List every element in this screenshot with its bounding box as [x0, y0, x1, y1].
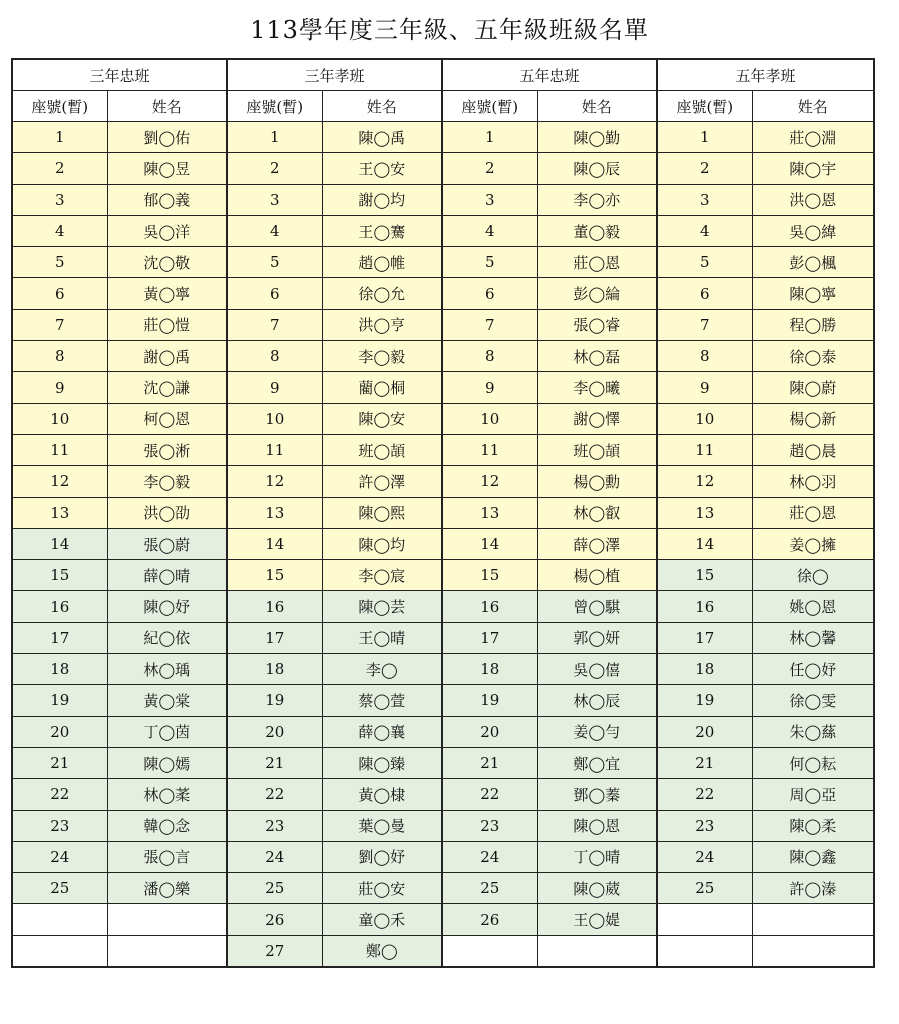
- seat-number-cell: 23: [442, 810, 537, 841]
- seat-number-cell: 1: [442, 122, 537, 153]
- seat-number-cell: 6: [657, 278, 752, 309]
- seat-number-cell: [12, 904, 107, 935]
- seat-number-cell: 26: [442, 904, 537, 935]
- student-name-cell: 林◯瑀: [107, 654, 227, 685]
- table-row: [12, 215, 874, 246]
- seat-number-cell: 4: [657, 215, 752, 246]
- student-name-cell: 張◯睿: [537, 309, 657, 340]
- student-name-cell: 韓◯念: [107, 810, 227, 841]
- seat-number-cell: 22: [227, 779, 322, 810]
- table-row: [12, 247, 874, 278]
- seat-number-cell: 9: [442, 372, 537, 403]
- class-header-3-loyal: 三年忠班: [12, 59, 227, 91]
- student-name-cell: 陳◯蔚: [752, 372, 874, 403]
- student-name-cell: 丁◯茵: [107, 716, 227, 747]
- seat-number-cell: 16: [657, 591, 752, 622]
- seat-number-cell: 7: [12, 309, 107, 340]
- seat-number-cell: 10: [657, 403, 752, 434]
- student-name-cell: 朱◯蕬: [752, 716, 874, 747]
- seat-number-cell: 18: [227, 654, 322, 685]
- student-name-cell: 紀◯依: [107, 622, 227, 653]
- table-row: [12, 654, 874, 685]
- seat-number-cell: 15: [12, 560, 107, 591]
- seat-number-cell: 7: [227, 309, 322, 340]
- student-name-cell: 陳◯勤: [537, 122, 657, 153]
- student-name-cell: 周◯亞: [752, 779, 874, 810]
- student-name-cell: 吳◯僖: [537, 654, 657, 685]
- table-row: [12, 779, 874, 810]
- student-name-cell: 柯◯恩: [107, 403, 227, 434]
- student-name-cell: 藺◯桐: [322, 372, 442, 403]
- student-name-cell: 程◯勝: [752, 309, 874, 340]
- student-name-cell: 班◯頡: [537, 434, 657, 465]
- table-row: [12, 810, 874, 841]
- student-name-cell: 趙◯晨: [752, 434, 874, 465]
- class-name-row: [12, 59, 874, 91]
- seat-number-cell: 10: [12, 403, 107, 434]
- seat-number-cell: 12: [657, 466, 752, 497]
- table-row: [12, 841, 874, 872]
- class-header-3-filial: 三年孝班: [227, 59, 442, 91]
- seat-number-cell: 7: [442, 309, 537, 340]
- seat-number-cell: 12: [12, 466, 107, 497]
- seat-number-cell: 19: [12, 685, 107, 716]
- seat-number-cell: 2: [657, 153, 752, 184]
- seat-column-header: 座號(暫): [657, 91, 752, 122]
- class-header-5-filial: 五年孝班: [657, 59, 874, 91]
- student-name-cell: 陳◯芸: [322, 591, 442, 622]
- name-column-header: 姓名: [537, 91, 657, 122]
- seat-number-cell: 19: [227, 685, 322, 716]
- seat-number-cell: 10: [227, 403, 322, 434]
- seat-number-cell: 1: [657, 122, 752, 153]
- table-row: [12, 716, 874, 747]
- student-name-cell: 李◯宸: [322, 560, 442, 591]
- student-name-cell: 李◯: [322, 654, 442, 685]
- student-name-cell: 陳◯昱: [107, 153, 227, 184]
- seat-number-cell: 24: [12, 841, 107, 872]
- student-name-cell: 陳◯寧: [752, 278, 874, 309]
- seat-number-cell: 21: [442, 747, 537, 778]
- student-name-cell: 郁◯義: [107, 184, 227, 215]
- seat-number-cell: 14: [442, 528, 537, 559]
- seat-number-cell: 13: [657, 497, 752, 528]
- seat-number-cell: 4: [442, 215, 537, 246]
- table-row: [12, 497, 874, 528]
- seat-number-cell: [657, 904, 752, 935]
- seat-number-cell: 9: [12, 372, 107, 403]
- seat-number-cell: 25: [657, 873, 752, 904]
- seat-number-cell: 5: [657, 247, 752, 278]
- student-name-cell: 楊◯勳: [537, 466, 657, 497]
- seat-number-cell: 15: [657, 560, 752, 591]
- student-name-cell: 莊◯愷: [107, 309, 227, 340]
- student-name-cell: 莊◯恩: [537, 247, 657, 278]
- table-row: [12, 685, 874, 716]
- seat-column-header: 座號(暫): [227, 91, 322, 122]
- seat-number-cell: 19: [442, 685, 537, 716]
- student-name-cell: 莊◯安: [322, 873, 442, 904]
- student-name-cell: 謝◯禹: [107, 341, 227, 372]
- student-name-cell: 姚◯恩: [752, 591, 874, 622]
- page-title: 113學年度三年級、五年級班級名單: [250, 16, 649, 44]
- seat-number-cell: 15: [227, 560, 322, 591]
- student-name-cell: 鄭◯: [322, 935, 442, 967]
- student-name-cell: 林◯馨: [752, 622, 874, 653]
- seat-number-cell: 23: [12, 810, 107, 841]
- seat-number-cell: 17: [12, 622, 107, 653]
- student-name-cell: 徐◯: [752, 560, 874, 591]
- student-name-cell: 薛◯晴: [107, 560, 227, 591]
- student-name-cell: 許◯澤: [322, 466, 442, 497]
- seat-number-cell: 24: [657, 841, 752, 872]
- student-name-cell: 陳◯妤: [107, 591, 227, 622]
- seat-number-cell: 17: [442, 622, 537, 653]
- table-row: [12, 309, 874, 340]
- seat-number-cell: 1: [12, 122, 107, 153]
- seat-number-cell: 7: [657, 309, 752, 340]
- name-column-header: 姓名: [752, 91, 874, 122]
- student-name-cell: 鄭◯宜: [537, 747, 657, 778]
- student-name-cell: 張◯淅: [107, 434, 227, 465]
- seat-number-cell: 25: [12, 873, 107, 904]
- student-name-cell: 吳◯洋: [107, 215, 227, 246]
- table-row: [12, 403, 874, 434]
- student-name-cell: 姜◯擁: [752, 528, 874, 559]
- seat-number-cell: 3: [227, 184, 322, 215]
- seat-number-cell: 2: [227, 153, 322, 184]
- seat-number-cell: 14: [657, 528, 752, 559]
- student-name-cell: 鄧◯蓁: [537, 779, 657, 810]
- student-name-cell: 吳◯緯: [752, 215, 874, 246]
- seat-number-cell: [442, 935, 537, 967]
- seat-number-cell: 20: [12, 716, 107, 747]
- seat-number-cell: 8: [442, 341, 537, 372]
- student-name-cell: 陳◯安: [322, 403, 442, 434]
- table-row: [12, 341, 874, 372]
- seat-number-cell: 5: [227, 247, 322, 278]
- student-name-cell: 李◯亦: [537, 184, 657, 215]
- student-name-cell: 何◯耘: [752, 747, 874, 778]
- student-name-cell: 洪◯劭: [107, 497, 227, 528]
- student-name-cell: 洪◯恩: [752, 184, 874, 215]
- seat-number-cell: 16: [12, 591, 107, 622]
- seat-number-cell: 8: [12, 341, 107, 372]
- seat-number-cell: 2: [442, 153, 537, 184]
- student-name-cell: 許◯溱: [752, 873, 874, 904]
- name-column-header: 姓名: [107, 91, 227, 122]
- student-name-cell: [537, 935, 657, 967]
- seat-number-cell: 16: [227, 591, 322, 622]
- student-name-cell: 林◯叡: [537, 497, 657, 528]
- table-row: [12, 622, 874, 653]
- seat-number-cell: 3: [442, 184, 537, 215]
- seat-number-cell: 22: [442, 779, 537, 810]
- student-name-cell: 陳◯禹: [322, 122, 442, 153]
- student-name-cell: 徐◯泰: [752, 341, 874, 372]
- student-name-cell: 謝◯懌: [537, 403, 657, 434]
- table-row: [12, 873, 874, 904]
- table-row: [12, 466, 874, 497]
- seat-number-cell: 18: [442, 654, 537, 685]
- seat-number-cell: 10: [442, 403, 537, 434]
- table-row: [12, 560, 874, 591]
- table-row: [12, 153, 874, 184]
- class-roster-table: [11, 58, 875, 968]
- seat-number-cell: 18: [12, 654, 107, 685]
- student-name-cell: 張◯言: [107, 841, 227, 872]
- seat-number-cell: 12: [227, 466, 322, 497]
- student-name-cell: 陳◯柔: [752, 810, 874, 841]
- seat-number-cell: 20: [227, 716, 322, 747]
- student-name-cell: 丁◯晴: [537, 841, 657, 872]
- seat-number-cell: 21: [227, 747, 322, 778]
- student-name-cell: 李◯毅: [107, 466, 227, 497]
- seat-number-cell: 6: [227, 278, 322, 309]
- student-name-cell: 潘◯樂: [107, 873, 227, 904]
- name-column-header: 姓名: [322, 91, 442, 122]
- seat-number-cell: 25: [442, 873, 537, 904]
- seat-number-cell: 25: [227, 873, 322, 904]
- seat-number-cell: 5: [442, 247, 537, 278]
- seat-number-cell: 1: [227, 122, 322, 153]
- table-row: [12, 122, 874, 153]
- seat-number-cell: 8: [227, 341, 322, 372]
- seat-number-cell: 22: [657, 779, 752, 810]
- student-name-cell: 陳◯恩: [537, 810, 657, 841]
- table-row: [12, 935, 874, 967]
- seat-number-cell: 9: [657, 372, 752, 403]
- student-name-cell: 洪◯亨: [322, 309, 442, 340]
- student-name-cell: 沈◯謙: [107, 372, 227, 403]
- seat-number-cell: 6: [12, 278, 107, 309]
- table-row: [12, 747, 874, 778]
- seat-number-cell: 24: [227, 841, 322, 872]
- column-header-row: [12, 91, 874, 122]
- student-name-cell: 劉◯佑: [107, 122, 227, 153]
- seat-number-cell: 23: [657, 810, 752, 841]
- student-name-cell: 林◯磊: [537, 341, 657, 372]
- table-row: [12, 372, 874, 403]
- student-name-cell: 張◯蔚: [107, 528, 227, 559]
- seat-number-cell: 21: [657, 747, 752, 778]
- student-name-cell: 郭◯妍: [537, 622, 657, 653]
- table-row: [12, 591, 874, 622]
- seat-number-cell: 2: [12, 153, 107, 184]
- student-name-cell: 王◯安: [322, 153, 442, 184]
- seat-number-cell: 23: [227, 810, 322, 841]
- table-row: [12, 904, 874, 935]
- student-name-cell: 董◯毅: [537, 215, 657, 246]
- student-name-cell: 林◯葇: [107, 779, 227, 810]
- table-row: [12, 184, 874, 215]
- student-name-cell: 徐◯雯: [752, 685, 874, 716]
- student-name-cell: 陳◯葳: [537, 873, 657, 904]
- seat-number-cell: [657, 935, 752, 967]
- seat-number-cell: 9: [227, 372, 322, 403]
- seat-number-cell: 20: [657, 716, 752, 747]
- student-name-cell: 李◯毅: [322, 341, 442, 372]
- seat-number-cell: 11: [657, 434, 752, 465]
- seat-number-cell: 15: [442, 560, 537, 591]
- table-row: [12, 528, 874, 559]
- seat-number-cell: 21: [12, 747, 107, 778]
- seat-number-cell: 13: [227, 497, 322, 528]
- seat-number-cell: 5: [12, 247, 107, 278]
- student-name-cell: 陳◯熙: [322, 497, 442, 528]
- student-name-cell: 任◯妤: [752, 654, 874, 685]
- student-name-cell: 楊◯新: [752, 403, 874, 434]
- student-name-cell: 楊◯植: [537, 560, 657, 591]
- student-name-cell: 陳◯鑫: [752, 841, 874, 872]
- student-name-cell: 蔡◯萱: [322, 685, 442, 716]
- seat-number-cell: 13: [12, 497, 107, 528]
- seat-number-cell: 13: [442, 497, 537, 528]
- student-name-cell: 陳◯宇: [752, 153, 874, 184]
- student-name-cell: 王◯騫: [322, 215, 442, 246]
- student-name-cell: 曾◯騏: [537, 591, 657, 622]
- seat-number-cell: 4: [227, 215, 322, 246]
- student-name-cell: 薛◯澤: [537, 528, 657, 559]
- student-name-cell: 謝◯均: [322, 184, 442, 215]
- seat-number-cell: 4: [12, 215, 107, 246]
- student-name-cell: [752, 935, 874, 967]
- student-name-cell: 葉◯曼: [322, 810, 442, 841]
- seat-number-cell: 11: [12, 434, 107, 465]
- seat-number-cell: 11: [227, 434, 322, 465]
- seat-number-cell: 6: [442, 278, 537, 309]
- student-name-cell: 李◯曦: [537, 372, 657, 403]
- student-name-cell: 黃◯棣: [322, 779, 442, 810]
- student-name-cell: 陳◯均: [322, 528, 442, 559]
- student-name-cell: 薛◯襄: [322, 716, 442, 747]
- seat-number-cell: 22: [12, 779, 107, 810]
- student-name-cell: 黃◯棠: [107, 685, 227, 716]
- student-name-cell: 林◯辰: [537, 685, 657, 716]
- student-name-cell: 莊◯淵: [752, 122, 874, 153]
- student-name-cell: 莊◯恩: [752, 497, 874, 528]
- student-name-cell: 劉◯妤: [322, 841, 442, 872]
- seat-number-cell: 17: [657, 622, 752, 653]
- seat-column-header: 座號(暫): [12, 91, 107, 122]
- seat-number-cell: 18: [657, 654, 752, 685]
- student-name-cell: 徐◯允: [322, 278, 442, 309]
- student-name-cell: 陳◯臻: [322, 747, 442, 778]
- student-name-cell: 班◯頡: [322, 434, 442, 465]
- seat-number-cell: 26: [227, 904, 322, 935]
- student-name-cell: 彭◯綸: [537, 278, 657, 309]
- seat-number-cell: 27: [227, 935, 322, 967]
- seat-number-cell: 8: [657, 341, 752, 372]
- student-name-cell: 王◯晴: [322, 622, 442, 653]
- seat-number-cell: 12: [442, 466, 537, 497]
- student-name-cell: 姜◯勻: [537, 716, 657, 747]
- class-header-5-loyal: 五年忠班: [442, 59, 657, 91]
- seat-number-cell: 19: [657, 685, 752, 716]
- seat-number-cell: 11: [442, 434, 537, 465]
- seat-column-header: 座號(暫): [442, 91, 537, 122]
- seat-number-cell: 20: [442, 716, 537, 747]
- student-name-cell: 陳◯嫣: [107, 747, 227, 778]
- seat-number-cell: 17: [227, 622, 322, 653]
- student-name-cell: [752, 904, 874, 935]
- student-name-cell: 沈◯敬: [107, 247, 227, 278]
- student-name-cell: 童◯禾: [322, 904, 442, 935]
- seat-number-cell: 14: [227, 528, 322, 559]
- student-name-cell: 黃◯寧: [107, 278, 227, 309]
- student-name-cell: 趙◯帷: [322, 247, 442, 278]
- table-row: [12, 434, 874, 465]
- seat-number-cell: 3: [657, 184, 752, 215]
- student-name-cell: 林◯羽: [752, 466, 874, 497]
- student-name-cell: [107, 935, 227, 967]
- table-row: [12, 278, 874, 309]
- seat-number-cell: [12, 935, 107, 967]
- student-name-cell: 陳◯辰: [537, 153, 657, 184]
- seat-number-cell: 16: [442, 591, 537, 622]
- seat-number-cell: 14: [12, 528, 107, 559]
- seat-number-cell: 3: [12, 184, 107, 215]
- student-name-cell: [107, 904, 227, 935]
- student-name-cell: 王◯媞: [537, 904, 657, 935]
- student-name-cell: 彭◯楓: [752, 247, 874, 278]
- seat-number-cell: 24: [442, 841, 537, 872]
